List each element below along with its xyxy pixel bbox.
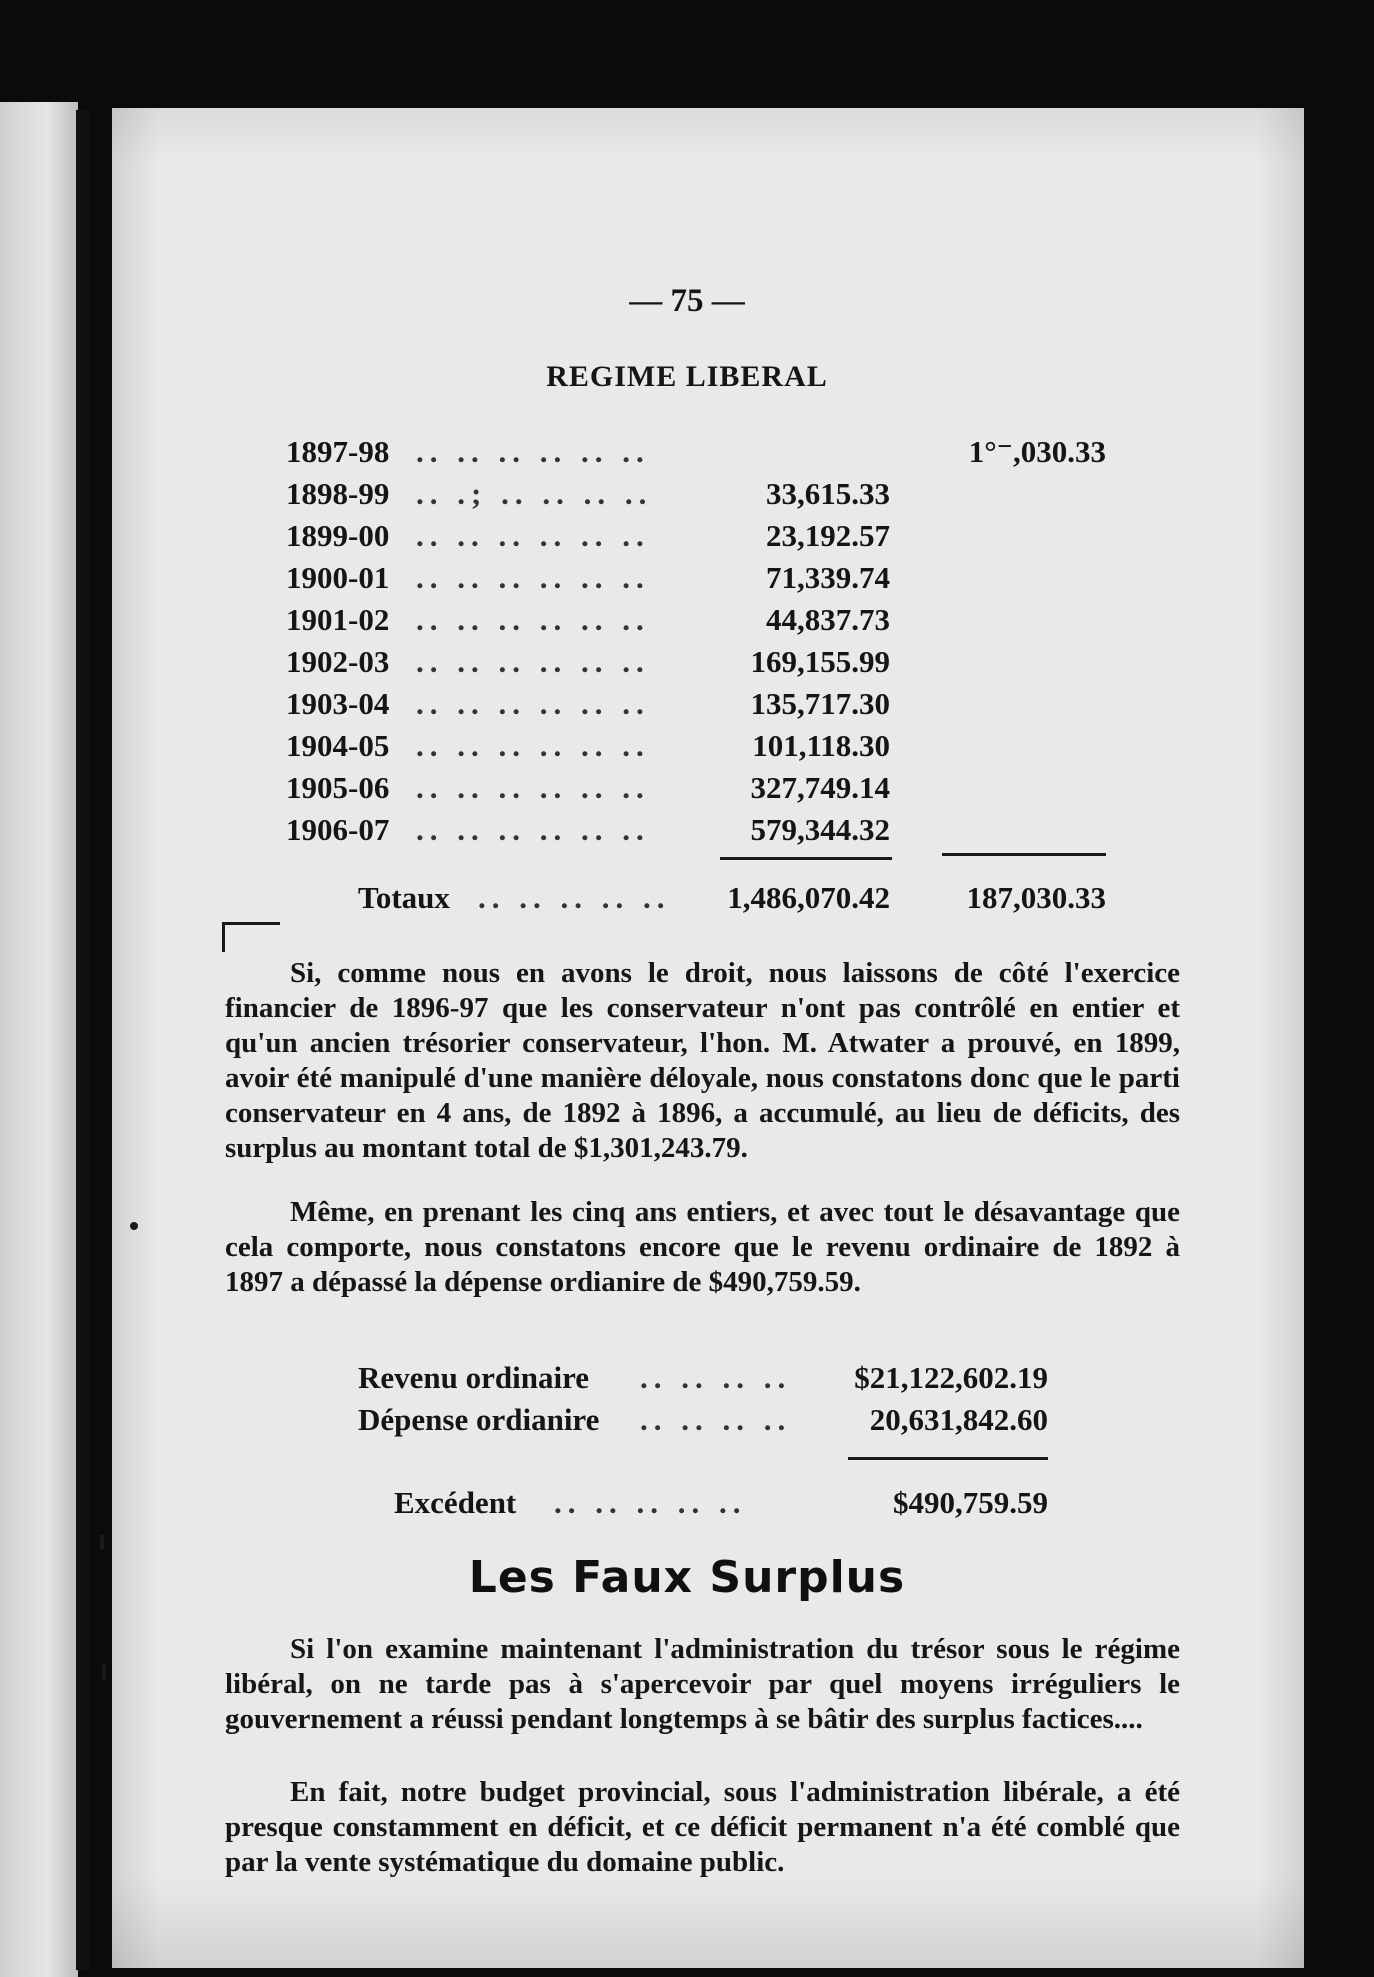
leader-dots: .. .. .. .. .. .. [416, 518, 650, 553]
ledger-far-amount: 1°⁻,030.33 [968, 434, 1106, 469]
margin-bracket-mark [222, 922, 225, 952]
summary-rule [848, 1457, 1048, 1460]
ledger-amount: 135,717.30 [750, 686, 890, 721]
ledger-year: 1899-00 [286, 518, 390, 553]
page-number: — 75 — [629, 283, 745, 319]
revenue-summary [358, 1360, 1048, 1444]
ledger-amount: 579,344.32 [750, 812, 890, 847]
summary-row [358, 1485, 1048, 1527]
excess-amount: $490,759.59 [893, 1485, 1048, 1520]
ledger-row [286, 686, 1106, 728]
margin-tick [100, 1535, 104, 1549]
excess-summary [358, 1485, 1048, 1527]
ledger-year: 1902-03 [286, 644, 390, 679]
totals-label: Totaux [358, 880, 450, 915]
ledger-row [286, 560, 1106, 602]
ledger-table [286, 434, 1106, 854]
ledger-amount: 23,192.57 [766, 518, 890, 553]
summary-row [358, 1360, 1048, 1402]
ledger-row [286, 728, 1106, 770]
margin-tick [102, 1664, 106, 1680]
ledger-totals-row [358, 880, 1106, 922]
leader-dots: .. .. .. .. .. .. [416, 686, 650, 721]
ledger-year: 1904-05 [286, 728, 390, 763]
ledger-row [286, 644, 1106, 686]
totals-amount: 1,486,070.42 [727, 880, 890, 915]
ledger-year: 1901-02 [286, 602, 390, 637]
ledger-amount: 169,155.99 [750, 644, 890, 679]
ledger-amount: 101,118.30 [752, 728, 890, 763]
ledger-amount: 327,749.14 [750, 770, 890, 805]
leader-dots: .. .. .. .. .. .. [416, 770, 650, 805]
ledger-row [286, 434, 1106, 476]
ledger-total-rule-left [720, 857, 892, 860]
ledger-year: 1903-04 [286, 686, 390, 721]
ledger-year: 1900-01 [286, 560, 390, 595]
ledger-total-rule-right [942, 853, 1106, 856]
paragraph-liberal-regime: Si l'on examine maintenant l'administration du trésor sous le régime libéral, on ne tarde pas à s'apercevoir par quel moyens irréguliers le gouvernement a réussi pendant longtemps à se bâtir des surplus factices.... [225, 1633, 1180, 1735]
margin-dot [130, 1222, 138, 1230]
ledger-year: 1906-07 [286, 812, 390, 847]
leader-dots: .. .. .. .. .. .. [416, 560, 650, 595]
expense-label: Dépense ordianire [358, 1402, 600, 1437]
leader-dots: .. .. .. .. [640, 1360, 792, 1395]
ledger-year: 1905-06 [286, 770, 390, 805]
revenue-amount: $21,122,602.19 [854, 1360, 1048, 1395]
leader-dots: .. .. .. .. .. .. [416, 602, 650, 637]
ledger-row [286, 770, 1106, 812]
section-heading: Les Faux Surplus [468, 1552, 906, 1603]
leader-dots: .. .. .. .. .. .. [416, 644, 650, 679]
ledger-row [286, 518, 1106, 560]
summary-row [358, 1402, 1048, 1444]
leader-dots: .. .. .. .. .. [554, 1485, 747, 1520]
ledger-amount: 44,837.73 [766, 602, 890, 637]
ledger-year: 1898-99 [286, 476, 390, 511]
paragraph-five-years: Même, en prenant les cinq ans entiers, et avec tout le désavantage que cela comporte, nous constatons encore que le revenu ordinaire de 1892 à 1897 a dépassé la dépense ordianire de $490,759.59. [225, 1196, 1180, 1298]
ledger-amount: 33,615.33 [766, 476, 890, 511]
leader-dots: .. .; .. .. .. .. [416, 476, 653, 511]
ledger-row [286, 602, 1106, 644]
leader-dots: .. .. .. .. .. .. [416, 434, 650, 469]
regime-title: REGIME LIBERAL [546, 360, 828, 393]
revenue-label: Revenu ordinaire [358, 1360, 590, 1395]
ledger-row [286, 812, 1106, 854]
ledger-year: 1897-98 [286, 434, 390, 469]
expense-amount: 20,631,842.60 [869, 1402, 1048, 1437]
leader-dots: .. .. .. .. .. .. [416, 812, 650, 847]
ledger-amount: 71,339.74 [766, 560, 890, 595]
ledger-row [286, 476, 1106, 518]
paragraph-exercise: Si, comme nous en avons le droit, nous laissons de côté l'exercice financier de 1896-97 que les conservateur n'ont pas contrôlé en entier et qu'un ancien trésorier conservateur, l'hon. M. Atwater a prouvé, en 1899, avoir été manipulé d'une manière déloyale, nous constatons donc que le parti conservateur en 4 ans, de 1892 à 1896, a accumulé, au lieu de déficits, des surplus au montant total de $1,301,243.79. [225, 957, 1180, 1164]
leader-dots: .. .. .. .. .. [478, 880, 671, 915]
totals-far-amount: 187,030.33 [966, 880, 1106, 915]
paragraph-deficit: En fait, notre budget provincial, sous l'administration libérale, a été presque constamment en déficit, et ce déficit permanent n'a été comblé que par la vente systématique du domaine public. [225, 1776, 1180, 1878]
leader-dots: .. .. .. .. [640, 1402, 792, 1437]
leader-dots: .. .. .. .. .. .. [416, 728, 650, 763]
excess-label: Excédent [394, 1485, 517, 1520]
margin-bracket-mark [222, 922, 280, 925]
